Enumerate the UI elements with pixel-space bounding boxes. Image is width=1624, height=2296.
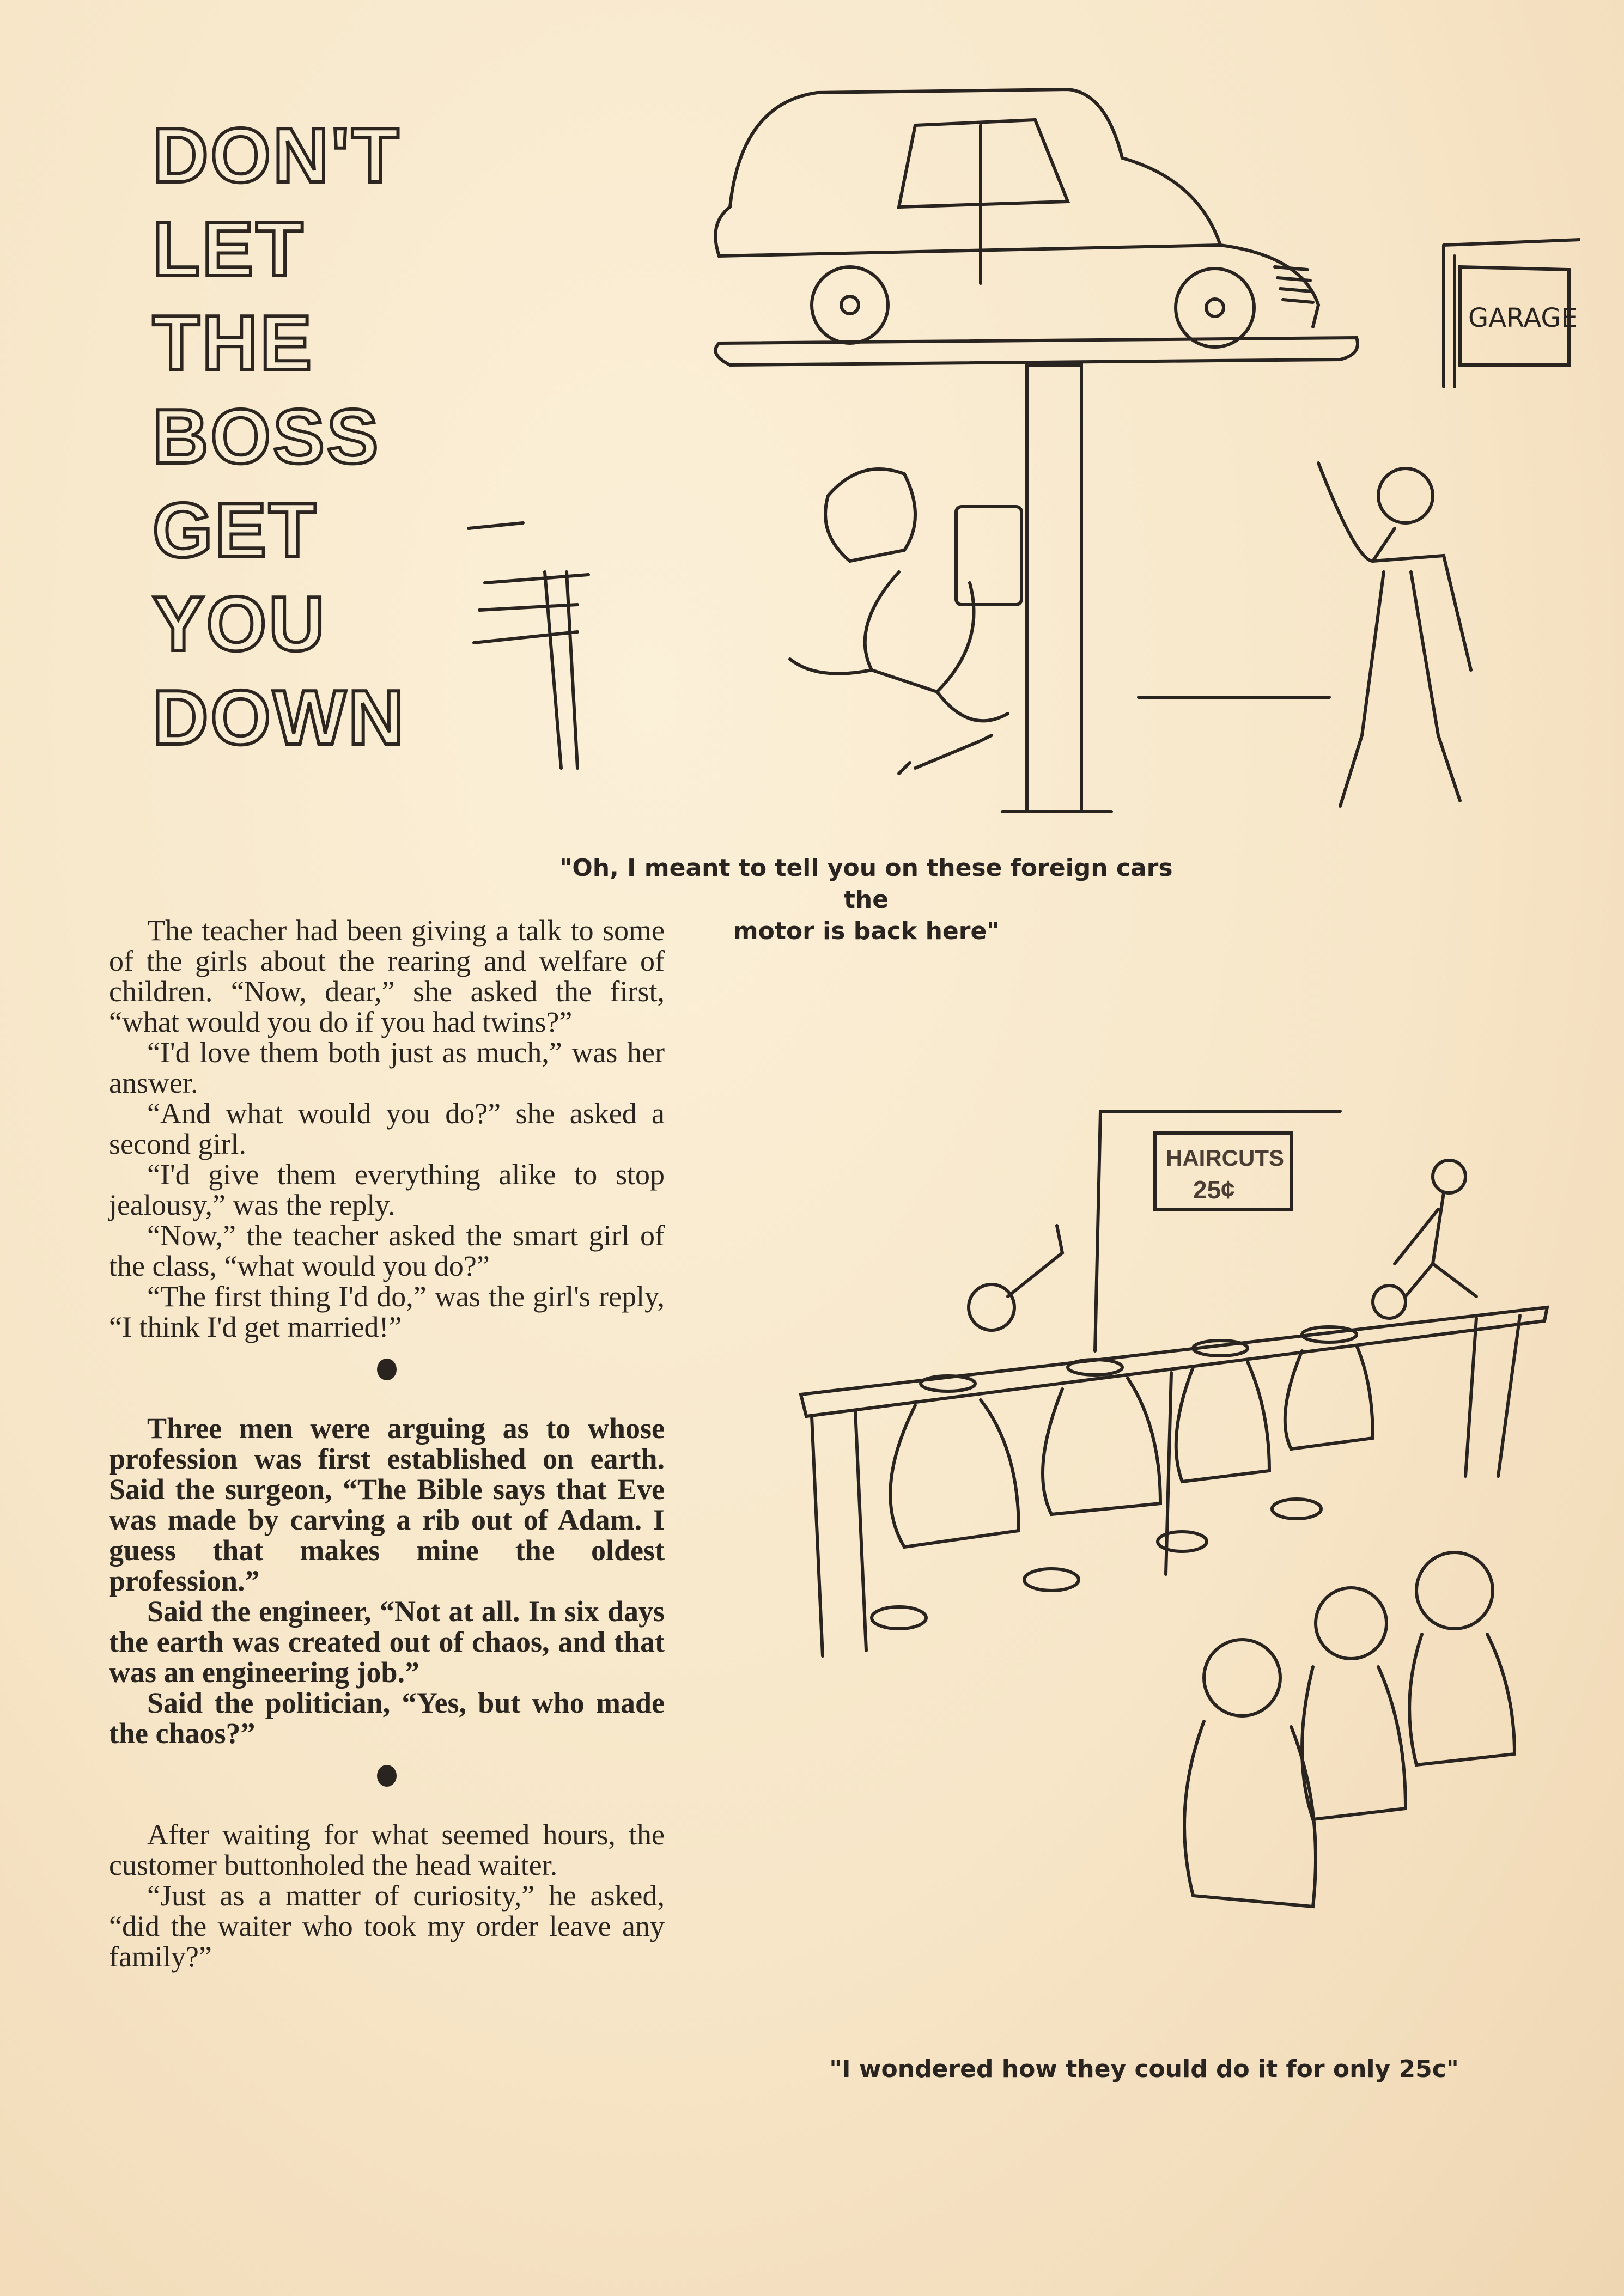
haircut-cartoon-illustration bbox=[790, 1100, 1564, 1939]
joke-twins bbox=[109, 915, 665, 1342]
joke-paragraph: After waiting for what seemed hours, the customer buttonholed the head waiter. bbox=[109, 1818, 665, 1881]
headline-line: THE bbox=[153, 300, 314, 386]
joke-paragraph: Said the engineer, “Not at all. In six days the earth was created out of chaos, and that was an engineering job.” bbox=[109, 1595, 665, 1689]
separator-bullet bbox=[377, 1765, 397, 1787]
haircut-cartoon-caption: "I wondered how they could do it for only 25c" bbox=[829, 2055, 1459, 2083]
joke-paragraph: Said the politician, “Yes, but who made the chaos?” bbox=[109, 1686, 665, 1750]
joke-paragraph: “I'd love them both just as much,” was her answer. bbox=[109, 1036, 665, 1099]
separator-bullet bbox=[377, 1359, 397, 1380]
garage-cartoon-illustration bbox=[436, 82, 1580, 833]
headline bbox=[153, 109, 406, 765]
headline-line: DON'T bbox=[153, 112, 402, 199]
joke-paragraph: Three men were arguing as to whose profession was first established on earth. Said the surgeon, “The Bible says that Eve was made by carving a rib out of Adam. I guess that makes mine the oldest profession.” bbox=[109, 1412, 665, 1597]
svg-text:25¢: 25¢ bbox=[1193, 1176, 1235, 1204]
joke-paragraph: “I'd give them everything alike to stop jealousy,” was the reply. bbox=[109, 1158, 665, 1221]
headline-line: YOU bbox=[153, 581, 327, 667]
garage-cartoon-caption: "Oh, I meant to tell you on these foreign cars the motor is back here" bbox=[559, 854, 1173, 945]
joke-waiter bbox=[109, 1819, 665, 1972]
joke-paragraph: “And what would you do?” she asked a second girl. bbox=[109, 1097, 665, 1160]
headline-line: DOWN bbox=[153, 674, 406, 761]
jokes-column bbox=[109, 915, 665, 1972]
headline-line: BOSS bbox=[153, 393, 381, 480]
joke-professions bbox=[109, 1413, 665, 1749]
svg-text:HAIRCUTS: HAIRCUTS bbox=[1166, 1145, 1284, 1171]
joke-paragraph: “Now,” the teacher asked the smart girl of the class, “what would you do?” bbox=[109, 1219, 665, 1282]
headline-line: LET bbox=[153, 206, 306, 293]
headline-line: GET bbox=[153, 487, 318, 574]
joke-paragraph: “Just as a matter of curiosity,” he asked, “did the waiter who took my order leave any family?” bbox=[109, 1879, 665, 1973]
joke-paragraph: The teacher had been giving a talk to some of the girls about the rearing and welfare of children. “Now, dear,” she asked the first, “what would you do if you had twins?” bbox=[109, 914, 665, 1038]
joke-paragraph: “The first thing I'd do,” was the girl's reply, “I think I'd get married!” bbox=[109, 1280, 665, 1343]
svg-text:GARAGE: GARAGE bbox=[1468, 303, 1578, 333]
